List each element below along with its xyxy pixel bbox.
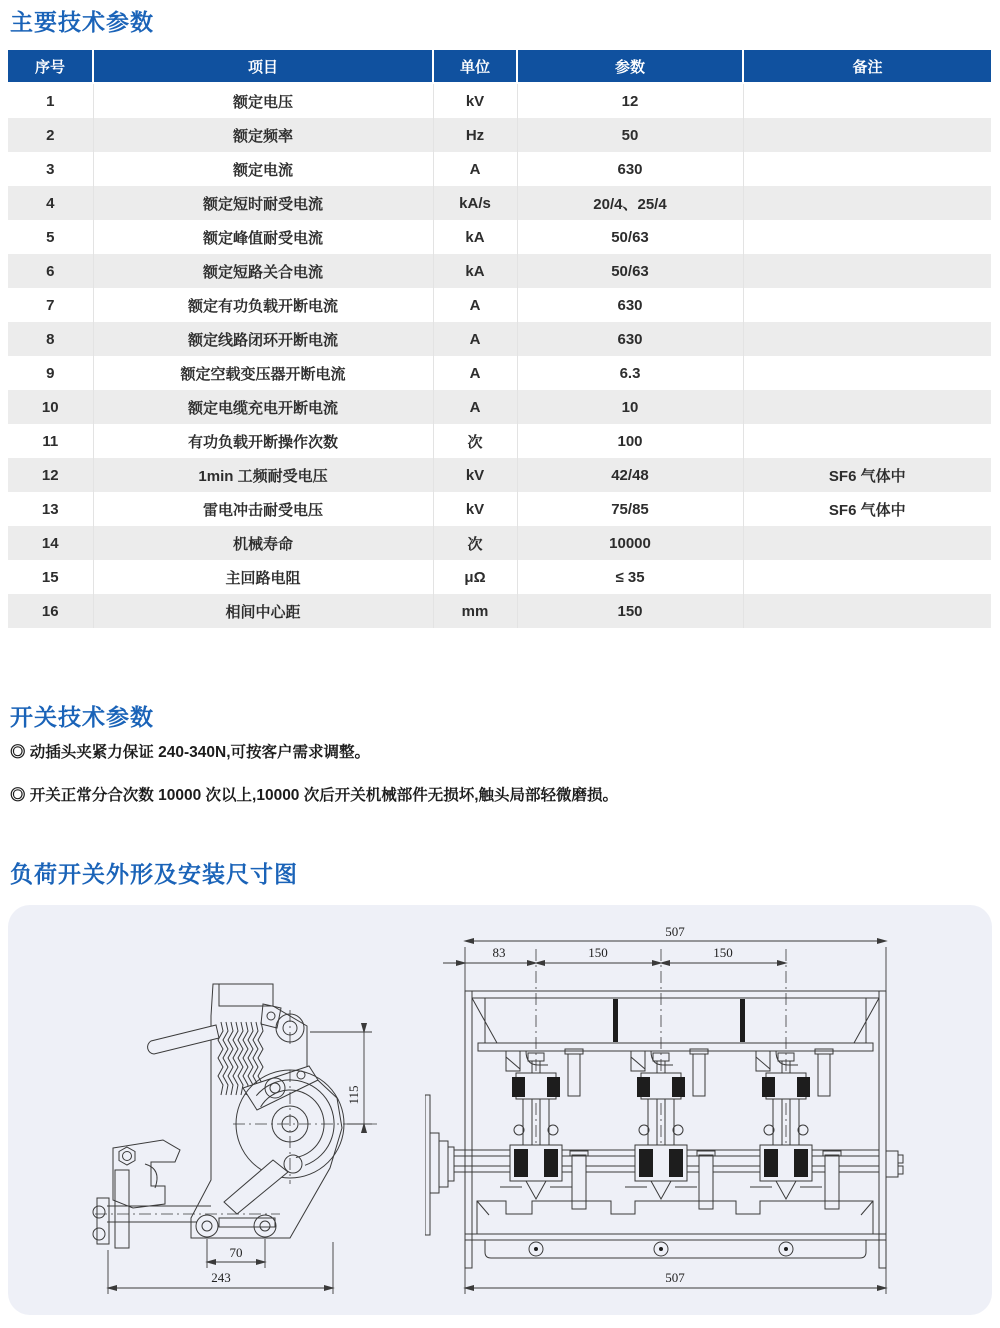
col-header-remark: 备注 [743,50,991,83]
table-cell-value: 10 [517,390,743,424]
col-header-index: 序号 [8,50,93,83]
table-cell-remark: SF6 气体中 [743,492,991,526]
table-cell-index: 9 [46,364,55,382]
table-header-row [8,50,991,83]
table-row [8,220,991,254]
pole-assembly [750,1049,833,1199]
table-cell-value: 42/48 [517,458,743,492]
table-row [8,186,991,220]
table-cell-value: 6.3 [517,356,743,390]
table-cell-value: ≤ 35 [517,560,743,594]
main-params-tbody [8,83,991,628]
table-cell-item: 相间中心距 [93,594,433,628]
table-cell-value: 20/4、25/4 [517,186,743,220]
col-header-item: 项目 [93,50,433,83]
dimension-label-243: 243 [211,1270,231,1285]
switch-frame [465,991,886,1268]
table-cell-index: 12 [8,458,93,492]
table-cell-remark [743,186,991,220]
table-cell-remark [743,560,991,594]
table-cell-unit: mm [433,594,517,628]
table-cell-remark [743,83,991,118]
table-cell-unit: kV [433,83,517,118]
table-row [8,594,991,628]
front-view-drawing [425,925,905,1315]
table-cell-remark [743,220,991,254]
table-cell-value: 630 [517,288,743,322]
table-row [8,356,991,390]
main-params-table [8,50,991,628]
dimension-label-115: 115 [346,1085,361,1105]
table-row [8,560,991,594]
table-cell-value: 50/63 [517,220,743,254]
table-cell-item: 额定线路闭环开断电流 [93,322,433,356]
note-item: ◎ 动插头夹紧力保证 240-340N,可按客户需求调整。 [10,744,370,761]
table-row [8,492,991,526]
table-cell-unit: Hz [433,118,517,152]
table-cell-value: 630 [517,152,743,186]
table-row [8,526,991,560]
lower-enclosure [465,1201,886,1258]
table-cell-value: 150 [517,594,743,628]
table-cell-index: 5 [46,228,55,246]
table-cell-item: 额定电压 [93,83,433,118]
table-cell-item: 额定有功负载开断电流 [93,288,433,322]
col-header-unit: 单位 [433,50,517,83]
table-cell-index: 6 [8,254,93,288]
table-cell-remark [743,390,991,424]
mechanism-plate [93,984,377,1248]
diagram-panel [8,905,992,1315]
table-cell-remark [743,254,991,288]
table-cell-index: 15 [41,568,59,586]
dimension-label-507-top: 507 [665,925,685,939]
dimension-label-507-bottom: 507 [665,1270,685,1285]
table-cell-index: 1 [46,92,55,110]
side-view-drawing [85,982,395,1315]
table-cell-remark [743,526,991,560]
table-cell-unit: A [433,390,517,424]
section-title-main-params: 主要技术参数 [10,9,154,35]
table-cell-index: 4 [8,186,93,220]
table-cell-value: 50 [517,118,743,152]
table-cell-index: 2 [8,118,93,152]
dimension-label-150-a: 150 [588,945,608,960]
pole-assembly [625,1049,708,1199]
table-row [8,83,991,118]
table-cell-index: 14 [8,526,93,560]
table-cell-item: 主回路电阻 [93,560,433,594]
table-cell-unit: 次 [433,526,517,560]
table-cell-remark: SF6 气体中 [743,458,991,492]
table-cell-item: 额定短路关合电流 [93,254,433,288]
table-cell-remark [743,118,991,152]
col-header-value: 参数 [517,50,743,83]
section-title-dimension-diagram: 负荷开关外形及安装尺寸图 [10,861,298,887]
table-cell-unit: 次 [433,424,517,458]
pole-assembly [500,1049,583,1199]
table-cell-unit: kV [433,492,517,526]
table-cell-item: 1min 工频耐受电压 [93,458,433,492]
table-header [8,50,991,83]
note-item: ◎ 开关正常分合次数 10000 次以上,10000 次后开关机械部件无损坏,触头局部轻微磨损。 [10,787,619,804]
table-row [8,288,991,322]
table-cell-value: 630 [517,322,743,356]
table-cell-item: 机械寿命 [93,526,433,560]
dimension-label-83: 83 [492,945,506,960]
table-cell-unit: A [433,152,517,186]
table-cell-remark [743,424,991,458]
table-cell-value: 10000 [517,526,743,560]
front-view-dimension-bottom [465,1268,886,1294]
table-row [8,254,991,288]
table-cell-remark [743,288,991,322]
table-cell-value: 100 [517,424,743,458]
table-cell-index: 3 [46,160,55,178]
table-cell-unit: A [433,356,517,390]
table-cell-item: 额定空载变压器开断电流 [93,356,433,390]
table-row [8,424,991,458]
table-cell-item: 雷电冲击耐受电压 [93,492,433,526]
table-cell-remark [743,152,991,186]
table-cell-item: 额定峰值耐受电流 [93,220,433,254]
table-cell-value: 75/85 [517,492,743,526]
table-row [8,118,991,152]
table-cell-index: 8 [8,322,93,356]
table-cell-index: 13 [41,500,59,518]
table-cell-unit: kV [433,458,517,492]
table-cell-item: 额定短时耐受电流 [93,186,433,220]
table-cell-index: 7 [46,296,55,314]
table-cell-item: 额定频率 [93,118,433,152]
table-cell-remark [743,594,991,628]
table-cell-remark [743,356,991,390]
dimension-label-150-b: 150 [713,945,733,960]
table-cell-value: 50/63 [517,254,743,288]
table-cell-remark [743,322,991,356]
table-cell-unit: A [433,288,517,322]
table-cell-unit: kA [433,254,517,288]
table-cell-index: 16 [8,594,93,628]
table-cell-unit: μΩ [433,560,517,594]
table-cell-index: 11 [42,432,59,450]
table-cell-item: 额定电缆充电开断电流 [93,390,433,424]
table-cell-unit: kA/s [433,186,517,220]
table-row [8,390,991,424]
table-cell-unit: kA [433,220,517,254]
table-cell-item: 有功负载开断操作次数 [93,424,433,458]
table-cell-index: 10 [8,390,93,424]
table-row [8,458,991,492]
table-row [8,322,991,356]
table-cell-item: 额定电流 [93,152,433,186]
section-title-switch-params: 开关技术参数 [10,704,154,730]
dimension-label-70: 70 [229,1245,243,1260]
table-cell-value: 12 [517,83,743,118]
table-row [8,152,991,186]
table-cell-unit: A [433,322,517,356]
